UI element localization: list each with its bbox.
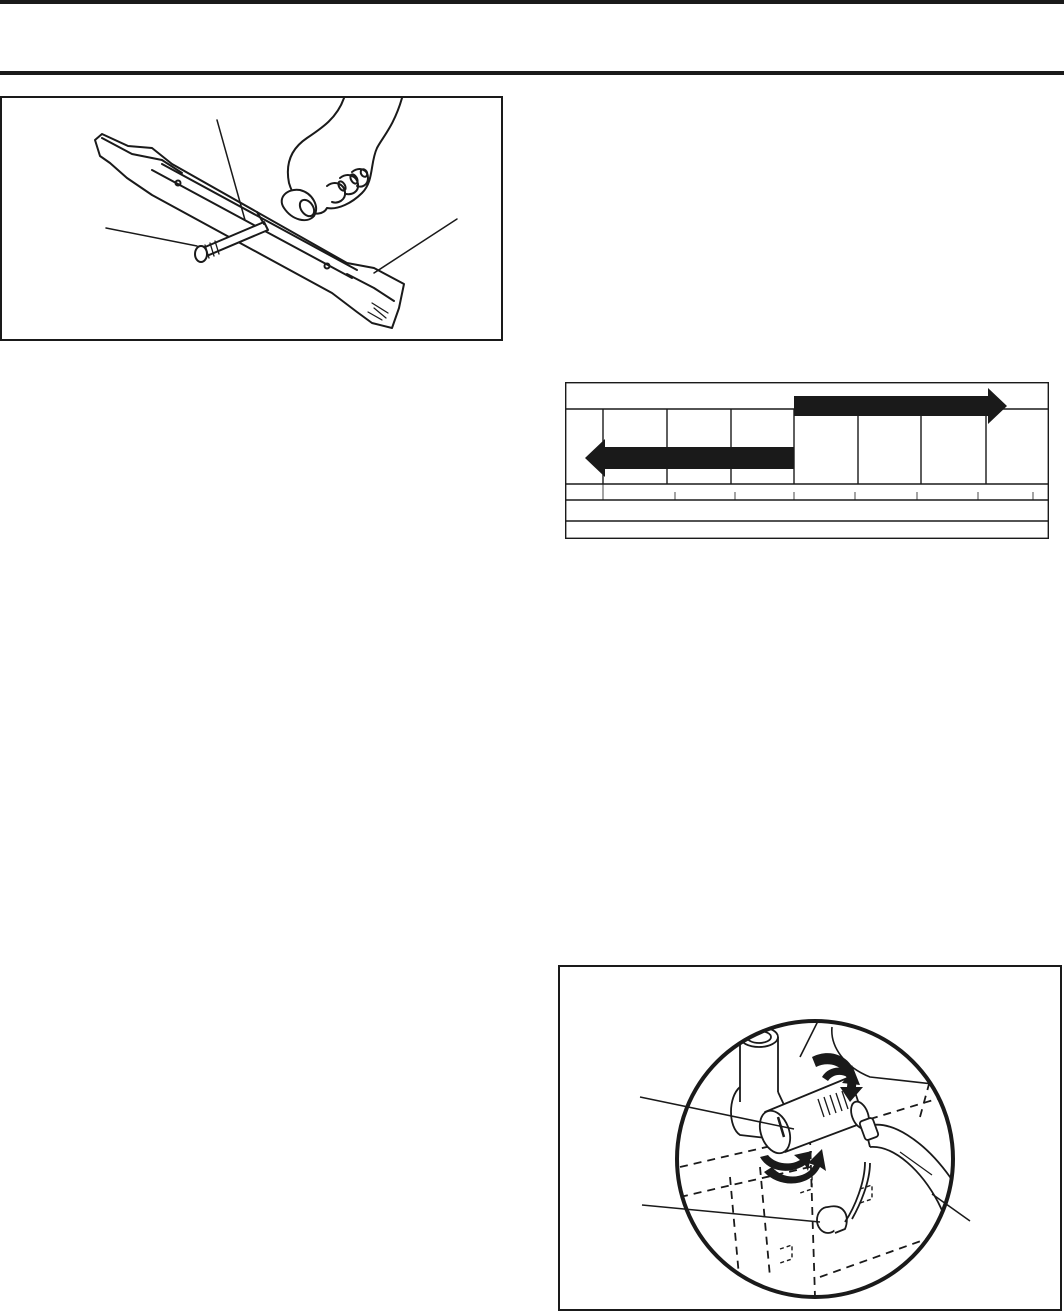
oil-drain-illustration [560, 967, 1060, 1309]
top-rule [0, 0, 1064, 4]
decrease-arrow-icon [585, 439, 794, 477]
callout-leader-cap [642, 1205, 820, 1222]
speed-chart [565, 382, 1049, 539]
speed-chart-grid [565, 382, 1049, 539]
blade-balance-illustration [2, 98, 501, 339]
hand-icon [282, 98, 402, 220]
callout-leader-2 [106, 228, 197, 246]
callout-leader-hose [932, 1194, 970, 1221]
header-rule [0, 71, 1064, 75]
callout-leader-3 [374, 219, 457, 273]
drain-hose-icon [859, 1117, 972, 1237]
oil-drain-figure [558, 965, 1062, 1311]
increase-arrow-icon [794, 388, 1007, 424]
blade-balance-figure [0, 96, 503, 341]
drain-cap-icon [817, 1162, 870, 1233]
